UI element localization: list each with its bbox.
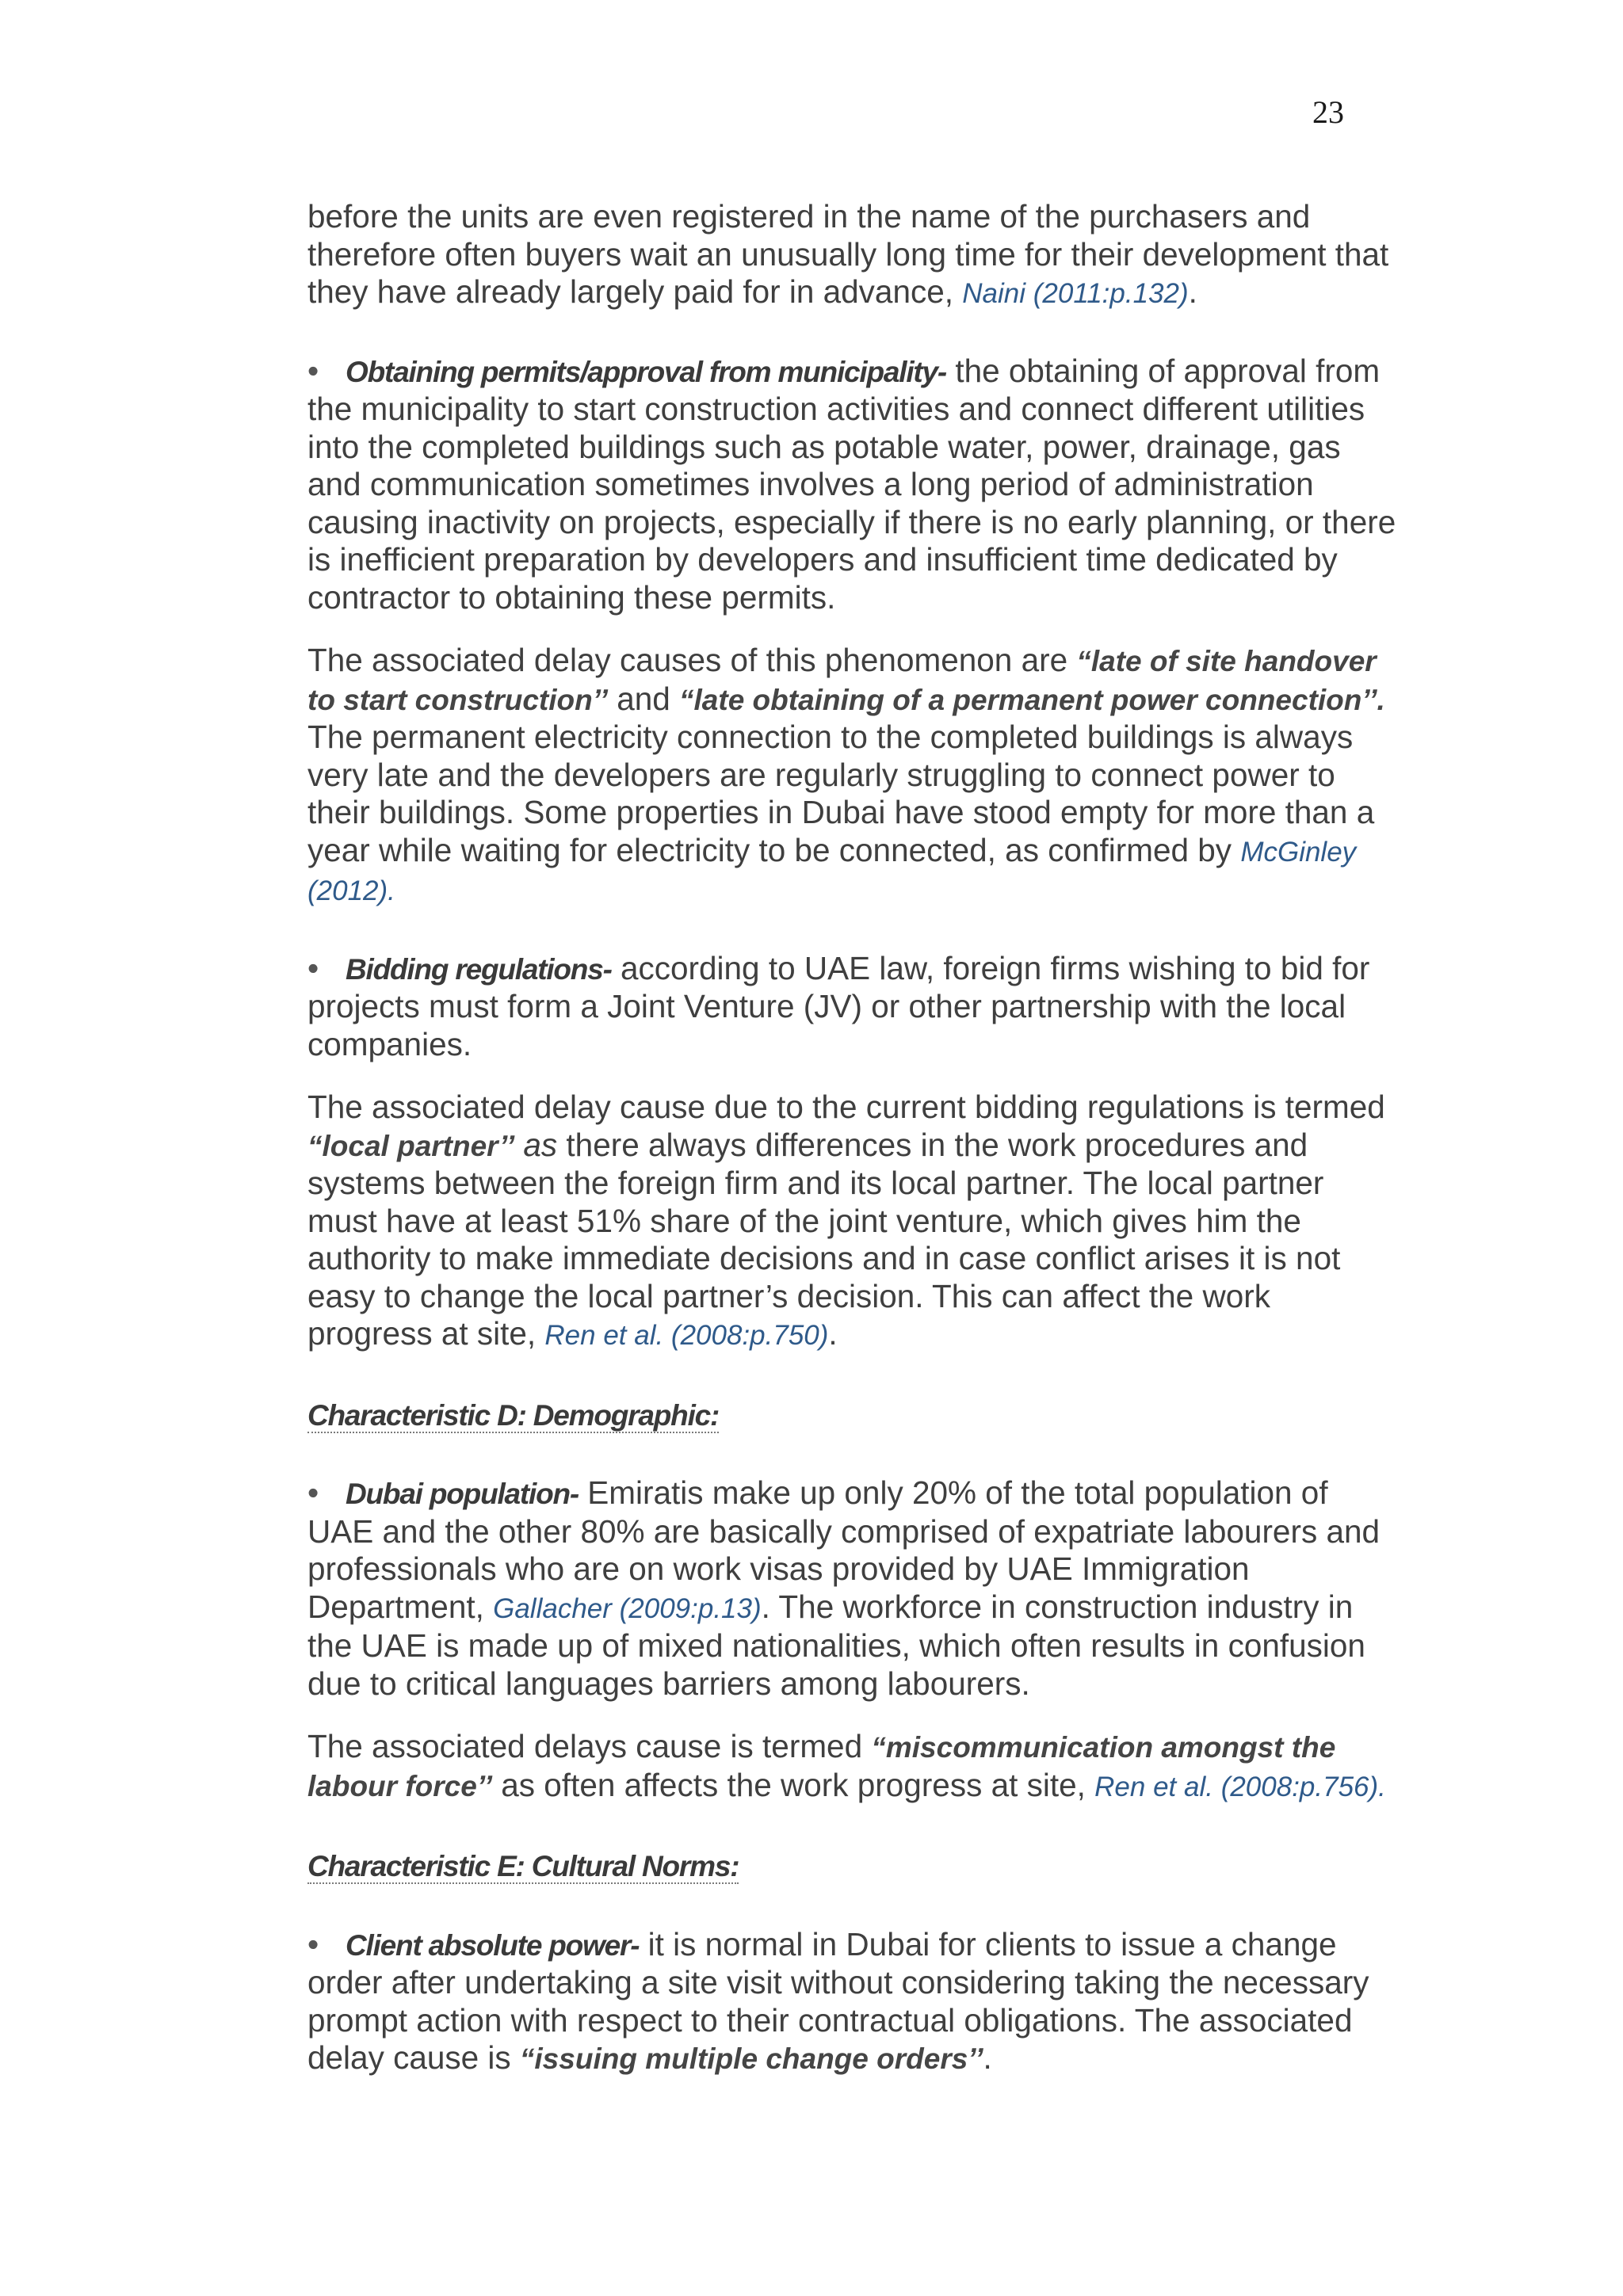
paragraph-text: before the units are even registered in the name of the purchasers and therefore often buyers wait an unusually long time for their development that they have already largely paid for in advance, [307,198,1389,310]
citation-ren-756: Ren et al. (2008:p.756). [1094,1771,1386,1802]
bullet-dot-icon: • [307,1925,319,1962]
citation-naini: Naini (2011:p.132) [962,278,1189,309]
bullet-dot-icon: • [307,949,319,986]
paragraph-text: The permanent electricity connection to the completed buildings is always very late and the developers are regularly struggling to connect power to their buildings. Some properties in Dubai have stood empty for more than a year while waiting for electricity to be connected, as confirmed by [307,719,1375,868]
document-body [307,198,1401,2078]
section-heading: Characteristic E: Cultural Norms: [307,1850,739,1882]
punctuation: . [1188,273,1197,310]
section-heading-demographic [307,1396,1401,1434]
delay-term: “late obtaining of a permanent power connection’’. [679,683,1385,716]
bullet-heading: Client absolute power- [346,1928,640,1962]
bullet-dot-icon: • [307,1474,319,1511]
bullet-permits [307,353,1401,617]
paragraph-text: The associated delay causes of this phenomenon are [307,642,1077,678]
delay-term: “miscommunication amongst the labour force’’ [307,1731,1336,1802]
delay-term: “late of site handover to start construction’’ [307,645,1377,716]
citation-gallacher: Gallacher (2009:p.13) [493,1592,762,1624]
bullet-text: the obtaining of approval from the municipality to start construction activities and connect different utilities into the completed buildings such as potable water, power, drainage, gas and communication sometimes involves a long period of administration causing inactivity on projects, especially if there is no early planning, or there is inefficient preparation by developers and insufficient time dedicated by contractor to obtaining these permits. [307,352,1396,616]
section-heading: Characteristic D: Demographic: [307,1398,720,1432]
citation-ren-750: Ren et al. (2008:p.750) [544,1320,829,1351]
bullet-client [307,1926,1401,2078]
paragraph-population-delay [307,1728,1401,1806]
section-heading-cultural [307,1847,1401,1885]
bullet-dot-icon: • [307,352,319,389]
bullet-text: according to UAE law, foreign firms wishing to bid for projects must form a Joint Venture (JV) or other partnership with the local companies. [307,949,1370,1062]
bullet-text: . The workforce in construction industry in the UAE is made up of mixed nationalities, which often results in confusion due to critical languages barriers among labourers. [307,1588,1365,1702]
citation-mcginley: McGinley (2012). [307,836,1357,906]
bullet-heading: Bidding regulations- [346,952,612,986]
bullet-heading: Obtaining permits/approval from municipality- [346,355,947,388]
paragraph-bidding-delay [307,1089,1401,1355]
paragraph-text: as often affects the work progress at site, [492,1766,1095,1803]
bullet-text: it is normal in Dubai for clients to issue a change order after undertaking a site visit without considering taking the necessary prompt action with respect to their contractual obligations. The associated delay cause is [307,1925,1369,2076]
page-number: 23 [1312,94,1344,130]
punctuation: . [983,2039,992,2076]
delay-term: “local partner’’ [307,1129,515,1162]
paragraph-text: The associated delays cause is termed [307,1728,872,1764]
punctuation: . [828,1315,838,1352]
paragraph-text: and [607,680,680,717]
bullet-heading: Dubai population- [346,1478,579,1510]
paragraph-text: there always differences in the work procedures and systems between the foreign firm and its local partner. The local partner must have at least 51% share of the joint venture, which gives him the authority to make immediate decisions and in case conflict arises it is not easy to change the local partner’s decision. This can affect the work progress at site, [307,1126,1341,1352]
delay-term: “issuing multiple change orders’’ [519,2042,983,2075]
bullet-text: Emiratis make up only 20% of the total population of UAE and the other 80% are basically comprised of expatriate labourers and professionals who are on work visas provided by UAE Immigration Department, [307,1474,1381,1625]
bullet-population [307,1474,1401,1703]
paragraph-text: as [514,1126,558,1163]
bullet-bidding [307,950,1401,1064]
paragraph-text: The associated delay cause due to the current bidding regulations is termed [307,1089,1385,1125]
paragraph-permits-delay [307,642,1401,910]
paragraph-purchasers [307,198,1401,313]
